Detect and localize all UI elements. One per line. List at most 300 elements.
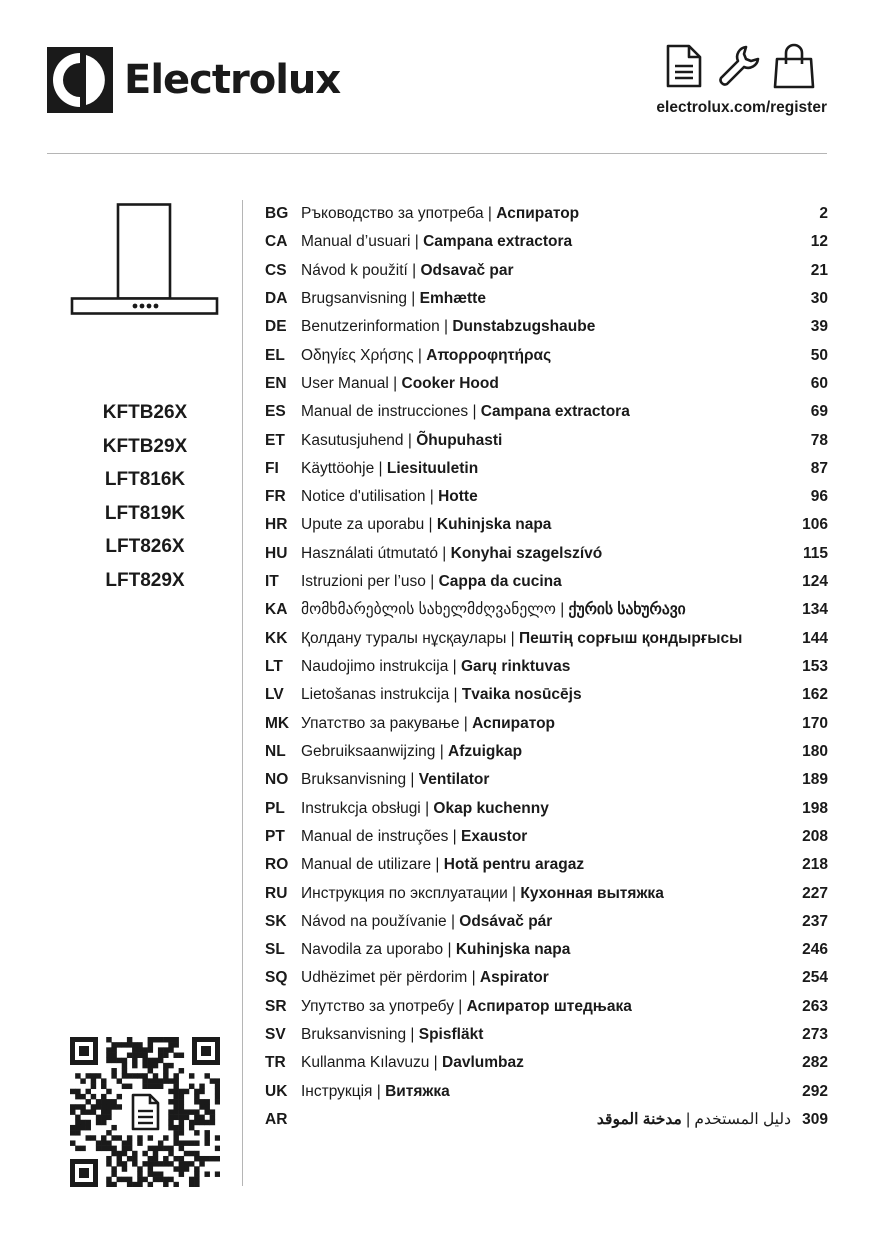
qr-module (179, 1109, 184, 1114)
qr-module (173, 1156, 178, 1161)
toc-row-bg[interactable] (265, 200, 828, 228)
qr-module (106, 1130, 111, 1135)
toc-entry (301, 1049, 524, 1077)
toc-row-et[interactable] (265, 427, 828, 455)
qr-module (194, 1182, 199, 1187)
manual-title: Udhëzimet për përdorim (301, 969, 468, 987)
page-number: 78 (810, 431, 828, 449)
qr-module (168, 1047, 173, 1052)
qr-module (91, 1135, 96, 1140)
toc-row-kk[interactable] (265, 625, 828, 653)
qr-module (215, 1099, 220, 1104)
qr-module (70, 1104, 75, 1109)
manual-title: دليل المستخدم (694, 1111, 791, 1128)
toc-entry (301, 823, 527, 851)
qr-module (179, 1171, 184, 1176)
qr-module (148, 1037, 153, 1042)
manual-title: Інструкція (301, 1082, 373, 1100)
qr-module (91, 1084, 96, 1089)
separator: | (425, 573, 439, 591)
qr-module (158, 1140, 163, 1145)
qr-module (194, 1156, 199, 1161)
toc-row-es[interactable] (265, 398, 828, 426)
qr-module (137, 1171, 142, 1176)
qr-module (153, 1171, 158, 1176)
toc-entry (301, 710, 555, 738)
qr-module (96, 1104, 101, 1109)
qr-module (91, 1073, 96, 1078)
qr-module (111, 1058, 116, 1063)
qr-module (80, 1120, 85, 1125)
shopping-bag-icon (772, 43, 816, 89)
separator: | (483, 205, 497, 222)
separator: | (403, 431, 417, 449)
qr-module (173, 1053, 178, 1058)
separator: | (425, 488, 439, 506)
page-number: 69 (810, 403, 828, 421)
qr-module (117, 1078, 122, 1083)
product-name: Okap kuchenny (433, 799, 549, 817)
qr-module (75, 1104, 80, 1109)
model-number: LFT819K (104, 502, 186, 524)
qr-module (137, 1073, 142, 1078)
qr-module (137, 1042, 142, 1047)
separator: | (453, 997, 467, 1015)
qr-module (86, 1120, 91, 1125)
toc-entry (301, 908, 552, 936)
page-number: 254 (802, 969, 828, 987)
toc-row-ro[interactable] (265, 851, 828, 879)
qr-module (173, 1078, 178, 1083)
qr-module (117, 1161, 122, 1166)
qr-module (96, 1099, 101, 1104)
qr-module (142, 1084, 147, 1089)
qr-module (117, 1151, 122, 1156)
product-name: Emhætte (419, 289, 486, 307)
qr-module (91, 1078, 96, 1083)
qr-module (179, 1053, 184, 1058)
toc-row-el[interactable] (265, 342, 828, 370)
manual-title: Istruzioni per l’uso (301, 573, 426, 591)
qr-module (127, 1146, 132, 1151)
qr-module (96, 1146, 101, 1151)
qr-module (163, 1182, 168, 1187)
qr-module (101, 1140, 106, 1145)
product-name: Cappa da cucina (438, 573, 562, 591)
product-name: Аспиратор штедњака (466, 997, 632, 1015)
qr-module (179, 1156, 184, 1161)
qr-module (122, 1177, 127, 1182)
separator: | (506, 629, 519, 647)
page-number: 309 (802, 1111, 828, 1128)
separator: | (449, 686, 462, 704)
product-name: Spisfläkt (418, 1026, 484, 1044)
language-code: HR (265, 516, 288, 534)
qr-module (153, 1037, 158, 1042)
toc-entry (301, 1021, 483, 1049)
page-number: 60 (810, 374, 828, 392)
qr-module (122, 1042, 127, 1047)
qr-module (168, 1161, 173, 1166)
product-name: Exaustor (460, 827, 528, 845)
language-code: NL (265, 742, 286, 760)
qr-module (86, 1125, 91, 1130)
product-name: Odsávač pár (459, 912, 553, 930)
qr-module (117, 1135, 122, 1140)
qr-module (142, 1073, 147, 1078)
page-number: 246 (802, 941, 828, 959)
qr-module (127, 1177, 132, 1182)
toc-row-sl[interactable] (265, 936, 828, 964)
page-number: 218 (802, 856, 828, 874)
qr-module (142, 1177, 147, 1182)
qr-module (168, 1099, 173, 1104)
qr-module (86, 1135, 91, 1140)
toc-row-no[interactable] (265, 766, 828, 794)
qr-module (142, 1053, 147, 1058)
qr-module (199, 1115, 204, 1120)
toc-row-hu[interactable] (265, 540, 828, 568)
product-name: Cooker Hood (401, 374, 499, 392)
toc-entry (301, 681, 582, 709)
qr-module (148, 1084, 153, 1089)
qr-module (106, 1182, 111, 1187)
toc-entry (301, 568, 562, 596)
qr-module (70, 1109, 75, 1114)
page-number: 2 (819, 205, 828, 222)
product-name: ქურის სახურავი (568, 601, 686, 619)
qr-module (215, 1171, 220, 1176)
qr-module (111, 1104, 116, 1109)
toc-row-da[interactable] (265, 285, 828, 313)
qr-module (184, 1115, 189, 1120)
language-code: FI (265, 459, 279, 477)
separator: | (420, 799, 434, 817)
qr-module (153, 1156, 158, 1161)
toc-row-ru[interactable] (265, 880, 828, 908)
qr-module (204, 1073, 209, 1078)
toc-entry (301, 313, 595, 341)
language-code: NO (265, 771, 289, 789)
toc-entry (301, 342, 551, 370)
page-number: 273 (802, 1026, 828, 1044)
separator: | (459, 714, 473, 732)
manual-title: Οδηγίες Χρήσης (301, 346, 414, 364)
qr-module (122, 1161, 127, 1166)
toc-entry (301, 257, 514, 285)
qr-module (117, 1177, 122, 1182)
qr-module (111, 1053, 116, 1058)
qr-module (148, 1063, 153, 1068)
qr-module (111, 1146, 116, 1151)
qr-module (122, 1146, 127, 1151)
qr-module (148, 1156, 153, 1161)
qr-module (106, 1037, 111, 1042)
page-number: 144 (802, 629, 828, 647)
qr-module (101, 1115, 106, 1120)
language-code: SV (265, 1026, 286, 1044)
qr-module (215, 1146, 220, 1151)
toc-row-fr[interactable] (265, 483, 828, 511)
qr-module (142, 1047, 147, 1052)
qr-module (137, 1140, 142, 1145)
qr-module (75, 1120, 80, 1125)
qr-module (199, 1161, 204, 1166)
separator: | (406, 289, 420, 307)
qr-module (163, 1073, 168, 1078)
qr-module (148, 1161, 153, 1166)
qr-module (173, 1094, 178, 1099)
qr-module (111, 1135, 116, 1140)
qr-module (75, 1089, 80, 1094)
product-name: Hotte (438, 488, 478, 506)
page-number: 263 (802, 997, 828, 1015)
qr-module (215, 1156, 220, 1161)
qr-module (199, 1104, 204, 1109)
page-number: 198 (802, 799, 828, 817)
qr-module (101, 1099, 106, 1104)
toc-row-lt[interactable] (265, 653, 828, 681)
toc-row-it[interactable] (265, 568, 828, 596)
qr-module (189, 1109, 194, 1114)
qr-module (148, 1146, 153, 1151)
cooker-hood-illustration (70, 203, 220, 317)
qr-module (158, 1084, 163, 1089)
qr-module (204, 1171, 209, 1176)
qr-module (111, 1125, 116, 1130)
toc-row-pl[interactable] (265, 795, 828, 823)
qr-module (111, 1099, 116, 1104)
qr-module (168, 1042, 173, 1047)
qr-module (106, 1177, 111, 1182)
qr-module (117, 1156, 122, 1161)
qr-module (148, 1078, 153, 1083)
qr-module (80, 1146, 85, 1151)
qr-module (153, 1073, 158, 1078)
qr-module (158, 1037, 163, 1042)
toc-row-lv[interactable] (265, 681, 828, 709)
manual-title: Instrukcja obsługi (301, 799, 421, 817)
qr-module (215, 1078, 220, 1083)
qr-module (173, 1182, 178, 1187)
qr-module (132, 1053, 137, 1058)
qr-module (179, 1125, 184, 1130)
qr-module (199, 1089, 204, 1094)
qr-module (127, 1073, 132, 1078)
qr-module (106, 1053, 111, 1058)
qr-module (179, 1068, 184, 1073)
toc-entry (301, 936, 570, 964)
page-number: 21 (810, 261, 828, 279)
toc-row-ca[interactable] (265, 228, 828, 256)
qr-module (70, 1140, 75, 1145)
toc-row-ar[interactable] (265, 1106, 828, 1134)
product-name: Campana extractora (480, 403, 630, 421)
page-number: 96 (810, 488, 828, 506)
qr-code[interactable] (70, 1037, 220, 1187)
qr-module (215, 1094, 220, 1099)
product-name: Пештің сорғыш қондырғысы (518, 629, 743, 647)
qr-module (168, 1177, 173, 1182)
manual-title: Návod na používanie (301, 912, 447, 930)
manual-title: Manual d’usuari (301, 233, 411, 251)
qr-module (111, 1073, 116, 1078)
qr-module (106, 1099, 111, 1104)
qr-module (106, 1109, 111, 1114)
qr-module (215, 1089, 220, 1094)
qr-module (163, 1047, 168, 1052)
language-code: CS (265, 261, 287, 279)
toc-entry (301, 795, 549, 823)
page-number: 237 (802, 912, 828, 930)
language-code: KA (265, 601, 288, 619)
page-number: 115 (802, 544, 828, 562)
language-code: IT (265, 573, 279, 591)
qr-module (101, 1135, 106, 1140)
manual-title: Brugsanvisning (301, 289, 407, 307)
qr-module (142, 1151, 147, 1156)
qr-module (80, 1094, 85, 1099)
language-code: PL (265, 799, 285, 817)
page-number: 153 (802, 658, 828, 675)
qr-module (158, 1047, 163, 1052)
manual-title: Kullanma Kılavuzu (301, 1054, 430, 1072)
qr-module (111, 1166, 116, 1171)
toc-row-pt[interactable] (265, 823, 828, 851)
toc-row-mk[interactable] (265, 710, 828, 738)
separator: | (406, 771, 419, 789)
toc-row-sq[interactable] (265, 964, 828, 992)
qr-module (173, 1130, 178, 1135)
qr-module (122, 1166, 127, 1171)
qr-module (148, 1042, 153, 1047)
separator: | (681, 1111, 695, 1128)
qr-module (75, 1146, 80, 1151)
register-link[interactable]: electrolux.com/register (656, 99, 827, 116)
toc-row-de[interactable] (265, 313, 828, 341)
language-code: EL (265, 346, 285, 364)
toc-row-tr[interactable] (265, 1049, 828, 1077)
qr-module (189, 1125, 194, 1130)
language-code: BG (265, 205, 289, 222)
toc-entry (301, 200, 579, 228)
qr-module (75, 1073, 80, 1078)
separator: | (448, 827, 461, 845)
product-name: Витяжка (385, 1082, 450, 1100)
qr-module (127, 1156, 132, 1161)
qr-module (173, 1166, 178, 1171)
language-code: SQ (265, 969, 288, 987)
qr-module (80, 1109, 85, 1114)
qr-module (194, 1151, 199, 1156)
qr-module (173, 1125, 178, 1130)
qr-module (106, 1161, 111, 1166)
qr-module (168, 1146, 173, 1151)
qr-module (194, 1171, 199, 1176)
qr-module (168, 1120, 173, 1125)
toc-row-hr[interactable] (265, 511, 828, 539)
toc-row-uk[interactable] (265, 1078, 828, 1106)
toc-row-ka[interactable] (265, 596, 828, 624)
manual-title: Қолдану туралы нұсқаулары (301, 629, 507, 647)
qr-module (153, 1078, 158, 1083)
qr-module (179, 1166, 184, 1171)
language-code: KK (265, 629, 288, 647)
qr-module (184, 1151, 189, 1156)
toc-row-sk[interactable] (265, 908, 828, 936)
qr-module (179, 1115, 184, 1120)
qr-module (173, 1042, 178, 1047)
language-code: LV (265, 686, 284, 704)
qr-module (173, 1109, 178, 1114)
qr-module (168, 1063, 173, 1068)
page-number: 162 (802, 686, 828, 704)
language-code: SK (265, 912, 287, 930)
qr-module (204, 1099, 209, 1104)
toc-row-en[interactable] (265, 370, 828, 398)
qr-module (132, 1058, 137, 1063)
qr-module (106, 1047, 111, 1052)
manual-title: Navodila za uporabo (301, 941, 444, 959)
qr-module (189, 1151, 194, 1156)
separator: | (374, 459, 387, 477)
qr-module (75, 1094, 80, 1099)
qr-module (122, 1063, 127, 1068)
qr-module (194, 1130, 199, 1135)
page-number: 189 (802, 771, 828, 789)
language-table-of-contents (265, 200, 828, 1134)
qr-module (75, 1115, 80, 1120)
qr-module (127, 1037, 132, 1042)
qr-module (106, 1140, 111, 1145)
product-name: مدخنة الموقد (596, 1111, 682, 1128)
qr-module (70, 1089, 75, 1094)
qr-module (122, 1151, 127, 1156)
qr-module (215, 1084, 220, 1089)
qr-module (210, 1115, 215, 1120)
toc-row-sv[interactable] (265, 1021, 828, 1049)
qr-module (86, 1109, 91, 1114)
qr-module (189, 1084, 194, 1089)
toc-row-nl[interactable] (265, 738, 828, 766)
qr-module (106, 1146, 111, 1151)
wrench-icon (716, 43, 762, 89)
qr-module (80, 1078, 85, 1083)
qr-module (204, 1104, 209, 1109)
toc-row-fi[interactable] (265, 455, 828, 483)
qr-module (173, 1089, 178, 1094)
qr-module (101, 1084, 106, 1089)
qr-module (189, 1120, 194, 1125)
qr-module (158, 1078, 163, 1083)
qr-module (173, 1084, 178, 1089)
qr-module (189, 1073, 194, 1078)
product-name: Аспиратор (472, 714, 556, 732)
qr-module (163, 1146, 168, 1151)
toc-row-sr[interactable] (265, 993, 828, 1021)
toc-entry (597, 1106, 791, 1134)
qr-module (179, 1089, 184, 1094)
qr-module (189, 1161, 194, 1166)
toc-row-cs[interactable] (265, 257, 828, 285)
qr-module (80, 1125, 85, 1130)
document-icon (664, 43, 704, 89)
electrolux-logo-icon (47, 47, 113, 113)
qr-module (163, 1078, 168, 1083)
page-number: 180 (802, 742, 828, 760)
qr-module (127, 1140, 132, 1145)
qr-module (179, 1146, 184, 1151)
